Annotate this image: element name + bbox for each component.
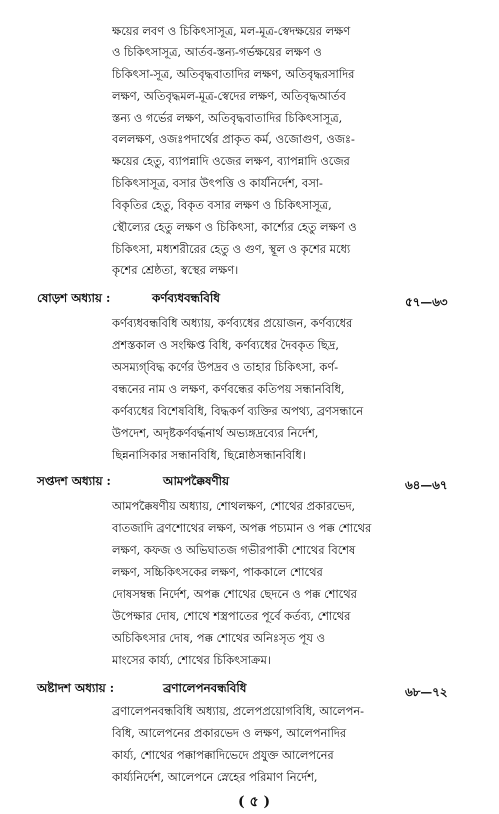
chapter-line: লক্ষণ, সচ্চিকিৎসকের লক্ষণ, পাককালে শোথের [112,565,323,579]
chapter-line: ব্রণালেপনবন্ধবিধি অধ্যায়, প্রলেপপ্রয়োগবিধি, আলেপন- [112,704,364,718]
intro-line: ক্ষয়ের হেতু, ব্যাপন্নাদি ওজের লক্ষণ, ব্যাপন্নাদি ওজের [112,154,350,168]
chapter-line: কর্ণব্যধের বিশেষবিধি, বিদ্ধকর্ণ ব্যক্তির অপথ্য, ব্রণসন্ধানে [112,404,364,418]
chapter-label: সপ্তদশ অধ্যায় : [37,474,111,488]
chapter-line: বিধি, আলেপনের প্রকারভেদ ও লক্ষণ, আলেপনাদির [112,726,347,740]
page-number: ( ৫ ) [238,794,271,810]
chapter-line: বাতজাদি ব্রণশোথের লক্ষণ, অপক্ক পচ্যমান ও পক্ক শোথের [112,521,372,535]
chapter-line: দোষসম্বন্ধ নির্দেশ, অপক্ক শোথের ছেদনে ও পক্ক শোথের [112,587,357,601]
chapter-line: বন্ধনের নাম ও লক্ষণ, কর্ণবন্ধের কতিপয় সন্ধানবিধি, [112,382,345,396]
intro-line: বললক্ষণ, ওজঃপদার্থের প্রাকৃত কর্ম, ওজোগুণ, ওজঃ- [112,132,355,146]
chapter-line: মাংসের কার্য্য, শোথের চিকিৎসাক্রম। [112,653,271,667]
chapter-label: অষ্টাদশ অধ্যায় : [37,681,115,695]
chapter-page-range: ৬৪—৬৭ [405,478,448,492]
chapter-line: কার্য্য, শোথের পক্কাপক্কাদিভেদে প্রযুক্ত আলেপনের [112,748,334,762]
chapter-page-range: ৬৮—৭২ [405,685,448,699]
chapter-title: আমপক্কৈষণীয় [163,474,229,488]
intro-line: স্তন্য ও গর্ভের লক্ষণ, অতিবৃদ্ধবাতাদির চিকিৎসাসূত্র, [112,111,343,125]
intro-line: বিকৃতির হেতু, বিকৃত বসার লক্ষণ ও চিকিৎসাসূত্র, [112,198,332,212]
chapter-label: ষোড়শ অধ্যায় : [37,291,111,305]
chapter-title: ব্রণালেপনবন্ধবিধি [163,681,247,695]
intro-line: লক্ষণ, অতিবৃদ্ধমল-মূত্র-স্বেদের লক্ষণ, অতিবৃদ্ধআর্তব [112,89,346,103]
chapter-line: অসম্যগ্‌বিদ্ধ কর্ণের উপদ্রব ও তাহার চিকিৎসা, কর্ণ- [112,360,339,374]
chapter-line: উপেক্ষার দোষ, শোথে শস্ত্রপাতের পূর্বে কর্তব্য, শোথের [112,609,351,623]
chapter-line: কর্ণব্যধবন্ধবিধি অধ্যায়, কর্ণব্যধের প্রয়োজন, কর্ণব্যধের [112,316,353,330]
chapter-title: কর্ণব্যধবন্ধবিধি [152,291,220,305]
chapter-line: ছিন্ননাসিকার সন্ধানবিধি, ছিন্নোষ্ঠসন্ধানবিধি। [112,448,306,462]
chapter-line: প্রশস্তকাল ও সংক্ষিপ্ত বিধি, কর্ণব্যধের দৈবকৃত ছিদ্র, [112,338,339,352]
chapter-line: উপদেশ, অদৃষ্টকর্ণবর্দ্ধনার্থ অভ্যঙ্গদ্রব্যের নির্দেশ, [112,426,319,440]
intro-line: চিকিৎসা-সূত্র, অতিবৃদ্ধবাতাদির লক্ষণ, অতিবৃদ্ধরসাদির [112,67,355,81]
intro-line: স্থৌল্যের হেতু লক্ষণ ও চিকিৎসা, কার্শ্যের হেতু লক্ষণ ও [112,220,357,234]
chapter-line: আমপক্কৈষণীয় অধ্যায়, শোথলক্ষণ, শোথের প্রকারভেদ, [112,499,356,513]
intro-line: ক্ষয়ের লবণ ও চিকিৎসাসূত্র, মল-মূত্র-স্বেদক্ষয়ের লক্ষণ [112,24,351,38]
intro-line: চিকিৎসাসূত্র, বসার উৎপত্তি ও কার্যনির্দেশ, বসা- [112,176,323,190]
chapter-line: অচিকিৎসার দোষ, পক্ক শোথের অনিঃসৃত পূয ও [112,631,325,645]
intro-line: কৃশের শ্রেষ্ঠতা, স্বস্থের লক্ষণ। [112,263,239,277]
intro-line: ও চিকিৎসাসূত্র, আর্তব-স্তন্য-গর্ভক্ষয়ের লক্ষণ ও [112,45,322,59]
chapter-page-range: ৫৭—৬৩ [405,295,448,309]
chapter-line: কার্য্যনির্দেশ, আলেপনে স্নেহের পরিমাণ নির্দেশ, [112,770,318,784]
chapter-line: লক্ষণ, কফজ ও অভিঘাতজ গভীরপাকী শোথের বিশেষ [112,543,356,557]
intro-line: চিকিৎসা, মধ্যশরীরের হেতু ও গুণ, স্থূল ও কৃশের মধ্যে [112,242,351,256]
